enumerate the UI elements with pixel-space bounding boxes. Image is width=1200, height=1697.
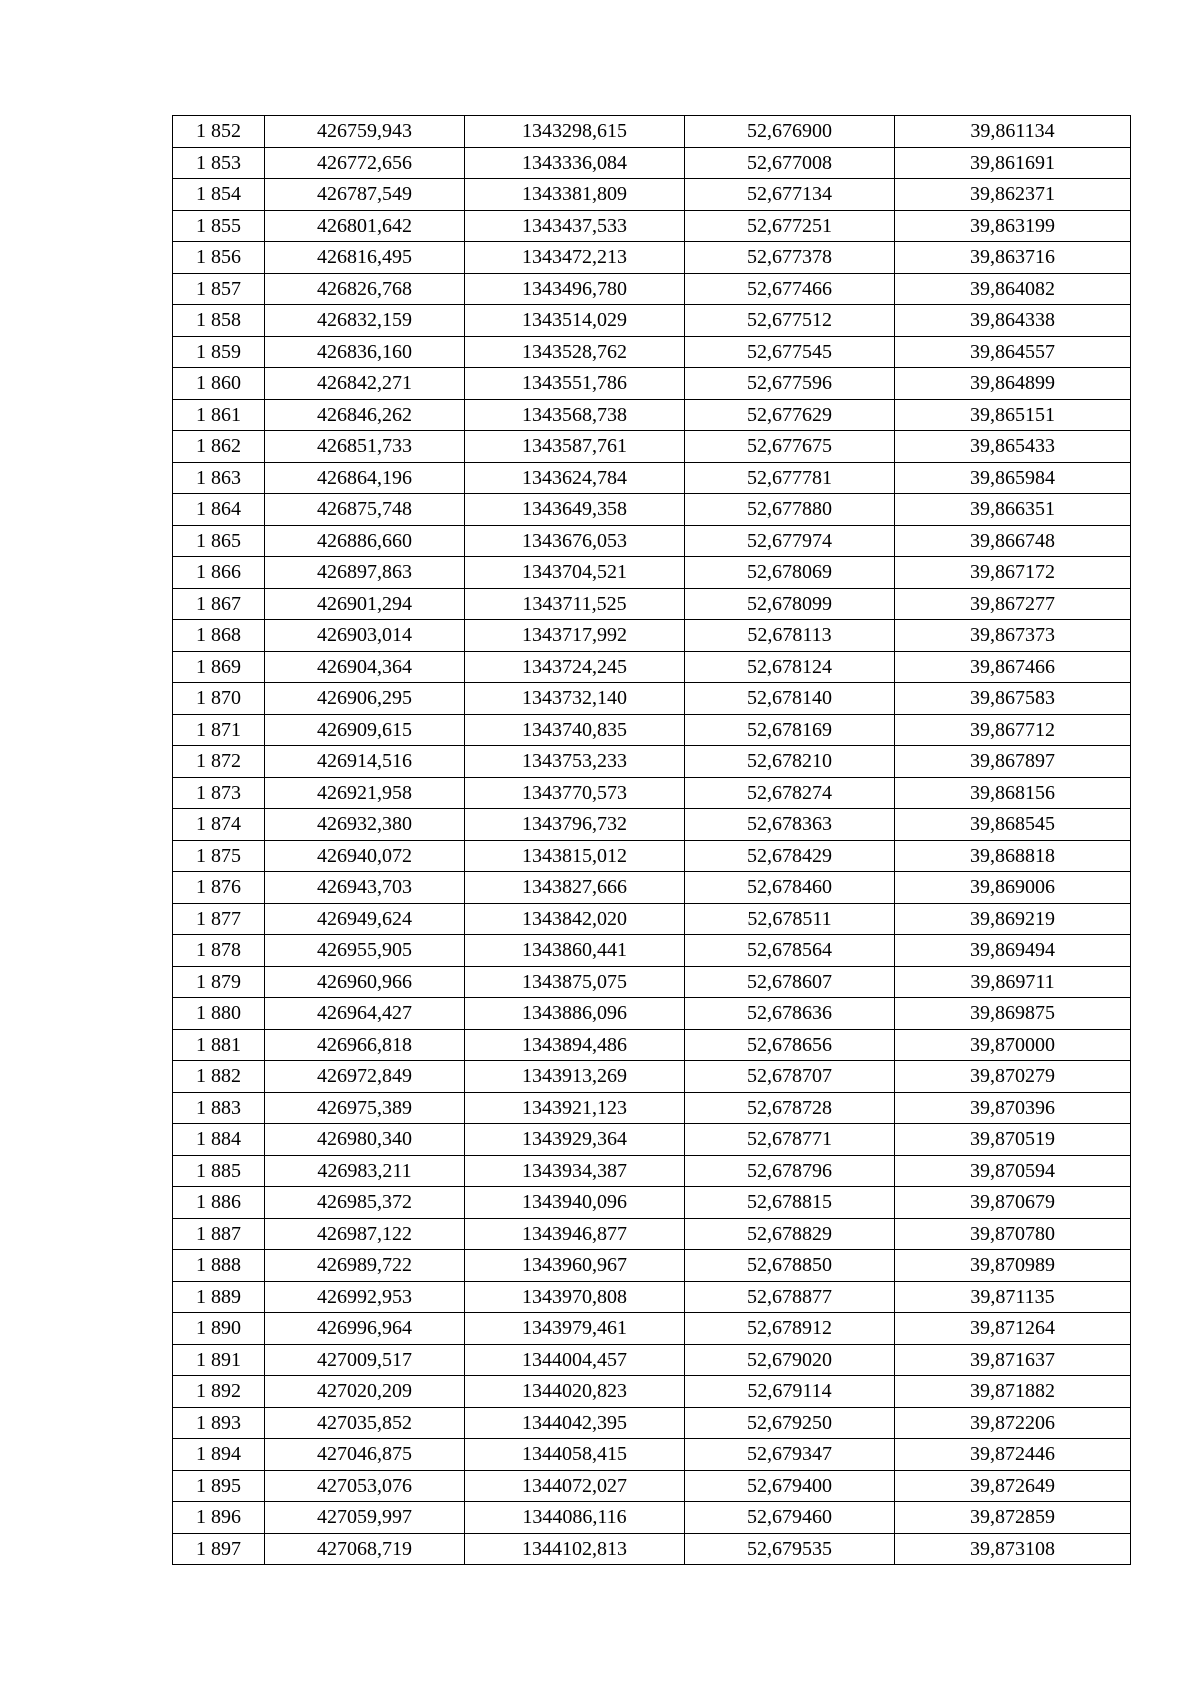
latitude-cell: 52,677512 xyxy=(685,305,895,337)
longitude-cell: 39,861134 xyxy=(895,116,1131,148)
table-row xyxy=(173,872,1131,904)
table-row xyxy=(173,1502,1131,1534)
y-coordinate-cell: 1343336,084 xyxy=(465,147,685,179)
point-number-cell: 1 856 xyxy=(173,242,265,274)
latitude-cell: 52,678607 xyxy=(685,966,895,998)
x-coordinate-cell: 427046,875 xyxy=(265,1439,465,1471)
x-coordinate-cell: 426851,733 xyxy=(265,431,465,463)
latitude-cell: 52,677596 xyxy=(685,368,895,400)
longitude-cell: 39,871882 xyxy=(895,1376,1131,1408)
longitude-cell: 39,872446 xyxy=(895,1439,1131,1471)
y-coordinate-cell: 1343815,012 xyxy=(465,840,685,872)
table-row xyxy=(173,966,1131,998)
point-number-cell: 1 896 xyxy=(173,1502,265,1534)
y-coordinate-cell: 1343940,096 xyxy=(465,1187,685,1219)
longitude-cell: 39,870780 xyxy=(895,1218,1131,1250)
table-row xyxy=(173,935,1131,967)
point-number-cell: 1 881 xyxy=(173,1029,265,1061)
table-row xyxy=(173,1029,1131,1061)
latitude-cell: 52,678877 xyxy=(685,1281,895,1313)
table-row xyxy=(173,746,1131,778)
y-coordinate-cell: 1343960,967 xyxy=(465,1250,685,1282)
latitude-cell: 52,678069 xyxy=(685,557,895,589)
y-coordinate-cell: 1344042,395 xyxy=(465,1407,685,1439)
table-row xyxy=(173,1281,1131,1313)
longitude-cell: 39,868818 xyxy=(895,840,1131,872)
x-coordinate-cell: 426772,656 xyxy=(265,147,465,179)
latitude-cell: 52,677545 xyxy=(685,336,895,368)
latitude-cell: 52,678113 xyxy=(685,620,895,652)
latitude-cell: 52,679460 xyxy=(685,1502,895,1534)
longitude-cell: 39,870594 xyxy=(895,1155,1131,1187)
y-coordinate-cell: 1343929,364 xyxy=(465,1124,685,1156)
x-coordinate-cell: 426826,768 xyxy=(265,273,465,305)
x-coordinate-cell: 427020,209 xyxy=(265,1376,465,1408)
longitude-cell: 39,872649 xyxy=(895,1470,1131,1502)
longitude-cell: 39,867583 xyxy=(895,683,1131,715)
longitude-cell: 39,870279 xyxy=(895,1061,1131,1093)
x-coordinate-cell: 426980,340 xyxy=(265,1124,465,1156)
y-coordinate-cell: 1343753,233 xyxy=(465,746,685,778)
point-number-cell: 1 876 xyxy=(173,872,265,904)
latitude-cell: 52,678564 xyxy=(685,935,895,967)
table-row xyxy=(173,116,1131,148)
point-number-cell: 1 874 xyxy=(173,809,265,841)
point-number-cell: 1 869 xyxy=(173,651,265,683)
x-coordinate-cell: 426943,703 xyxy=(265,872,465,904)
y-coordinate-cell: 1343514,029 xyxy=(465,305,685,337)
x-coordinate-cell: 426886,660 xyxy=(265,525,465,557)
x-coordinate-cell: 426846,262 xyxy=(265,399,465,431)
x-coordinate-cell: 426914,516 xyxy=(265,746,465,778)
latitude-cell: 52,678210 xyxy=(685,746,895,778)
table-row xyxy=(173,1250,1131,1282)
table-row xyxy=(173,462,1131,494)
table-row xyxy=(173,525,1131,557)
longitude-cell: 39,867466 xyxy=(895,651,1131,683)
longitude-cell: 39,868156 xyxy=(895,777,1131,809)
latitude-cell: 52,677675 xyxy=(685,431,895,463)
y-coordinate-cell: 1343437,533 xyxy=(465,210,685,242)
latitude-cell: 52,677974 xyxy=(685,525,895,557)
table-row xyxy=(173,840,1131,872)
latitude-cell: 52,678429 xyxy=(685,840,895,872)
point-number-cell: 1 895 xyxy=(173,1470,265,1502)
latitude-cell: 52,677008 xyxy=(685,147,895,179)
latitude-cell: 52,678815 xyxy=(685,1187,895,1219)
longitude-cell: 39,869875 xyxy=(895,998,1131,1030)
coordinates-table xyxy=(172,115,1131,1565)
point-number-cell: 1 880 xyxy=(173,998,265,1030)
latitude-cell: 52,679250 xyxy=(685,1407,895,1439)
longitude-cell: 39,869494 xyxy=(895,935,1131,967)
longitude-cell: 39,862371 xyxy=(895,179,1131,211)
latitude-cell: 52,678771 xyxy=(685,1124,895,1156)
table-row xyxy=(173,1218,1131,1250)
longitude-cell: 39,869219 xyxy=(895,903,1131,935)
table-row xyxy=(173,620,1131,652)
point-number-cell: 1 860 xyxy=(173,368,265,400)
table-row xyxy=(173,399,1131,431)
x-coordinate-cell: 426966,818 xyxy=(265,1029,465,1061)
longitude-cell: 39,864082 xyxy=(895,273,1131,305)
longitude-cell: 39,869006 xyxy=(895,872,1131,904)
y-coordinate-cell: 1343934,387 xyxy=(465,1155,685,1187)
coordinates-table-body xyxy=(173,116,1131,1565)
table-row xyxy=(173,714,1131,746)
table-row xyxy=(173,1124,1131,1156)
point-number-cell: 1 871 xyxy=(173,714,265,746)
x-coordinate-cell: 426949,624 xyxy=(265,903,465,935)
x-coordinate-cell: 426989,722 xyxy=(265,1250,465,1282)
longitude-cell: 39,872206 xyxy=(895,1407,1131,1439)
point-number-cell: 1 864 xyxy=(173,494,265,526)
latitude-cell: 52,677251 xyxy=(685,210,895,242)
latitude-cell: 52,677466 xyxy=(685,273,895,305)
y-coordinate-cell: 1344072,027 xyxy=(465,1470,685,1502)
table-row xyxy=(173,777,1131,809)
point-number-cell: 1 884 xyxy=(173,1124,265,1156)
point-number-cell: 1 852 xyxy=(173,116,265,148)
point-number-cell: 1 861 xyxy=(173,399,265,431)
latitude-cell: 52,678829 xyxy=(685,1218,895,1250)
point-number-cell: 1 878 xyxy=(173,935,265,967)
point-number-cell: 1 886 xyxy=(173,1187,265,1219)
latitude-cell: 52,678460 xyxy=(685,872,895,904)
point-number-cell: 1 865 xyxy=(173,525,265,557)
table-row xyxy=(173,305,1131,337)
longitude-cell: 39,868545 xyxy=(895,809,1131,841)
point-number-cell: 1 853 xyxy=(173,147,265,179)
y-coordinate-cell: 1343886,096 xyxy=(465,998,685,1030)
y-coordinate-cell: 1343860,441 xyxy=(465,935,685,967)
latitude-cell: 52,677134 xyxy=(685,179,895,211)
longitude-cell: 39,870396 xyxy=(895,1092,1131,1124)
longitude-cell: 39,870679 xyxy=(895,1187,1131,1219)
y-coordinate-cell: 1344086,116 xyxy=(465,1502,685,1534)
x-coordinate-cell: 426972,849 xyxy=(265,1061,465,1093)
longitude-cell: 39,871637 xyxy=(895,1344,1131,1376)
y-coordinate-cell: 1344020,823 xyxy=(465,1376,685,1408)
x-coordinate-cell: 426801,642 xyxy=(265,210,465,242)
table-row xyxy=(173,557,1131,589)
longitude-cell: 39,870519 xyxy=(895,1124,1131,1156)
longitude-cell: 39,863716 xyxy=(895,242,1131,274)
longitude-cell: 39,873108 xyxy=(895,1533,1131,1565)
table-row xyxy=(173,1061,1131,1093)
x-coordinate-cell: 426832,159 xyxy=(265,305,465,337)
x-coordinate-cell: 426842,271 xyxy=(265,368,465,400)
table-row xyxy=(173,242,1131,274)
x-coordinate-cell: 426932,380 xyxy=(265,809,465,841)
point-number-cell: 1 888 xyxy=(173,1250,265,1282)
table-row xyxy=(173,1376,1131,1408)
y-coordinate-cell: 1343472,213 xyxy=(465,242,685,274)
x-coordinate-cell: 426904,364 xyxy=(265,651,465,683)
longitude-cell: 39,866748 xyxy=(895,525,1131,557)
table-row xyxy=(173,336,1131,368)
point-number-cell: 1 858 xyxy=(173,305,265,337)
y-coordinate-cell: 1343711,525 xyxy=(465,588,685,620)
point-number-cell: 1 866 xyxy=(173,557,265,589)
point-number-cell: 1 882 xyxy=(173,1061,265,1093)
point-number-cell: 1 889 xyxy=(173,1281,265,1313)
table-row xyxy=(173,903,1131,935)
point-number-cell: 1 854 xyxy=(173,179,265,211)
longitude-cell: 39,867897 xyxy=(895,746,1131,778)
longitude-cell: 39,865984 xyxy=(895,462,1131,494)
table-row xyxy=(173,1407,1131,1439)
x-coordinate-cell: 427009,517 xyxy=(265,1344,465,1376)
latitude-cell: 52,678912 xyxy=(685,1313,895,1345)
x-coordinate-cell: 426875,748 xyxy=(265,494,465,526)
point-number-cell: 1 877 xyxy=(173,903,265,935)
y-coordinate-cell: 1343894,486 xyxy=(465,1029,685,1061)
y-coordinate-cell: 1343946,877 xyxy=(465,1218,685,1250)
y-coordinate-cell: 1343979,461 xyxy=(465,1313,685,1345)
x-coordinate-cell: 427068,719 xyxy=(265,1533,465,1565)
x-coordinate-cell: 427035,852 xyxy=(265,1407,465,1439)
table-row xyxy=(173,998,1131,1030)
y-coordinate-cell: 1343551,786 xyxy=(465,368,685,400)
longitude-cell: 39,869711 xyxy=(895,966,1131,998)
table-row xyxy=(173,1092,1131,1124)
point-number-cell: 1 873 xyxy=(173,777,265,809)
y-coordinate-cell: 1343528,762 xyxy=(465,336,685,368)
point-number-cell: 1 855 xyxy=(173,210,265,242)
y-coordinate-cell: 1343970,808 xyxy=(465,1281,685,1313)
point-number-cell: 1 870 xyxy=(173,683,265,715)
latitude-cell: 52,678124 xyxy=(685,651,895,683)
y-coordinate-cell: 1344004,457 xyxy=(465,1344,685,1376)
y-coordinate-cell: 1343724,245 xyxy=(465,651,685,683)
x-coordinate-cell: 426987,122 xyxy=(265,1218,465,1250)
point-number-cell: 1 868 xyxy=(173,620,265,652)
latitude-cell: 52,678850 xyxy=(685,1250,895,1282)
x-coordinate-cell: 426864,196 xyxy=(265,462,465,494)
longitude-cell: 39,870000 xyxy=(895,1029,1131,1061)
x-coordinate-cell: 426759,943 xyxy=(265,116,465,148)
x-coordinate-cell: 427053,076 xyxy=(265,1470,465,1502)
longitude-cell: 39,871135 xyxy=(895,1281,1131,1313)
table-row xyxy=(173,1155,1131,1187)
longitude-cell: 39,865433 xyxy=(895,431,1131,463)
y-coordinate-cell: 1343298,615 xyxy=(465,116,685,148)
y-coordinate-cell: 1343827,666 xyxy=(465,872,685,904)
table-row xyxy=(173,368,1131,400)
x-coordinate-cell: 426940,072 xyxy=(265,840,465,872)
latitude-cell: 52,678363 xyxy=(685,809,895,841)
y-coordinate-cell: 1343587,761 xyxy=(465,431,685,463)
latitude-cell: 52,678169 xyxy=(685,714,895,746)
x-coordinate-cell: 426921,958 xyxy=(265,777,465,809)
y-coordinate-cell: 1343496,780 xyxy=(465,273,685,305)
y-coordinate-cell: 1343842,020 xyxy=(465,903,685,935)
table-row xyxy=(173,1470,1131,1502)
point-number-cell: 1 863 xyxy=(173,462,265,494)
latitude-cell: 52,678140 xyxy=(685,683,895,715)
table-row xyxy=(173,431,1131,463)
latitude-cell: 52,678656 xyxy=(685,1029,895,1061)
latitude-cell: 52,677629 xyxy=(685,399,895,431)
y-coordinate-cell: 1344058,415 xyxy=(465,1439,685,1471)
longitude-cell: 39,872859 xyxy=(895,1502,1131,1534)
x-coordinate-cell: 426816,495 xyxy=(265,242,465,274)
point-number-cell: 1 862 xyxy=(173,431,265,463)
longitude-cell: 39,867172 xyxy=(895,557,1131,589)
longitude-cell: 39,866351 xyxy=(895,494,1131,526)
point-number-cell: 1 897 xyxy=(173,1533,265,1565)
x-coordinate-cell: 426897,863 xyxy=(265,557,465,589)
point-number-cell: 1 890 xyxy=(173,1313,265,1345)
table-row xyxy=(173,1187,1131,1219)
latitude-cell: 52,678511 xyxy=(685,903,895,935)
point-number-cell: 1 891 xyxy=(173,1344,265,1376)
point-number-cell: 1 867 xyxy=(173,588,265,620)
latitude-cell: 52,679114 xyxy=(685,1376,895,1408)
point-number-cell: 1 857 xyxy=(173,273,265,305)
y-coordinate-cell: 1343649,358 xyxy=(465,494,685,526)
table-row xyxy=(173,179,1131,211)
table-row xyxy=(173,588,1131,620)
table-row xyxy=(173,809,1131,841)
point-number-cell: 1 894 xyxy=(173,1439,265,1471)
y-coordinate-cell: 1343704,521 xyxy=(465,557,685,589)
y-coordinate-cell: 1343740,835 xyxy=(465,714,685,746)
point-number-cell: 1 879 xyxy=(173,966,265,998)
latitude-cell: 52,678796 xyxy=(685,1155,895,1187)
point-number-cell: 1 885 xyxy=(173,1155,265,1187)
table-row xyxy=(173,147,1131,179)
x-coordinate-cell: 426903,014 xyxy=(265,620,465,652)
longitude-cell: 39,867373 xyxy=(895,620,1131,652)
table-row xyxy=(173,651,1131,683)
x-coordinate-cell: 426985,372 xyxy=(265,1187,465,1219)
point-number-cell: 1 893 xyxy=(173,1407,265,1439)
table-row xyxy=(173,494,1131,526)
latitude-cell: 52,679400 xyxy=(685,1470,895,1502)
x-coordinate-cell: 426996,964 xyxy=(265,1313,465,1345)
longitude-cell: 39,864557 xyxy=(895,336,1131,368)
latitude-cell: 52,679535 xyxy=(685,1533,895,1565)
latitude-cell: 52,678099 xyxy=(685,588,895,620)
point-number-cell: 1 892 xyxy=(173,1376,265,1408)
table-row xyxy=(173,683,1131,715)
latitude-cell: 52,677781 xyxy=(685,462,895,494)
point-number-cell: 1 883 xyxy=(173,1092,265,1124)
x-coordinate-cell: 426906,295 xyxy=(265,683,465,715)
y-coordinate-cell: 1344102,813 xyxy=(465,1533,685,1565)
longitude-cell: 39,870989 xyxy=(895,1250,1131,1282)
longitude-cell: 39,863199 xyxy=(895,210,1131,242)
latitude-cell: 52,678636 xyxy=(685,998,895,1030)
longitude-cell: 39,867277 xyxy=(895,588,1131,620)
table-row xyxy=(173,273,1131,305)
table-row xyxy=(173,1344,1131,1376)
x-coordinate-cell: 426901,294 xyxy=(265,588,465,620)
longitude-cell: 39,864899 xyxy=(895,368,1131,400)
table-row xyxy=(173,1533,1131,1565)
x-coordinate-cell: 426975,389 xyxy=(265,1092,465,1124)
longitude-cell: 39,867712 xyxy=(895,714,1131,746)
latitude-cell: 52,678707 xyxy=(685,1061,895,1093)
x-coordinate-cell: 426992,953 xyxy=(265,1281,465,1313)
x-coordinate-cell: 426955,905 xyxy=(265,935,465,967)
y-coordinate-cell: 1343770,573 xyxy=(465,777,685,809)
y-coordinate-cell: 1343875,075 xyxy=(465,966,685,998)
x-coordinate-cell: 427059,997 xyxy=(265,1502,465,1534)
table-row xyxy=(173,210,1131,242)
y-coordinate-cell: 1343624,784 xyxy=(465,462,685,494)
y-coordinate-cell: 1343717,992 xyxy=(465,620,685,652)
y-coordinate-cell: 1343381,809 xyxy=(465,179,685,211)
point-number-cell: 1 875 xyxy=(173,840,265,872)
x-coordinate-cell: 426787,549 xyxy=(265,179,465,211)
y-coordinate-cell: 1343676,053 xyxy=(465,525,685,557)
longitude-cell: 39,864338 xyxy=(895,305,1131,337)
latitude-cell: 52,677880 xyxy=(685,494,895,526)
longitude-cell: 39,861691 xyxy=(895,147,1131,179)
x-coordinate-cell: 426964,427 xyxy=(265,998,465,1030)
y-coordinate-cell: 1343796,732 xyxy=(465,809,685,841)
latitude-cell: 52,678728 xyxy=(685,1092,895,1124)
latitude-cell: 52,679347 xyxy=(685,1439,895,1471)
x-coordinate-cell: 426960,966 xyxy=(265,966,465,998)
point-number-cell: 1 859 xyxy=(173,336,265,368)
point-number-cell: 1 872 xyxy=(173,746,265,778)
latitude-cell: 52,679020 xyxy=(685,1344,895,1376)
y-coordinate-cell: 1343732,140 xyxy=(465,683,685,715)
latitude-cell: 52,678274 xyxy=(685,777,895,809)
point-number-cell: 1 887 xyxy=(173,1218,265,1250)
y-coordinate-cell: 1343921,123 xyxy=(465,1092,685,1124)
y-coordinate-cell: 1343913,269 xyxy=(465,1061,685,1093)
longitude-cell: 39,871264 xyxy=(895,1313,1131,1345)
table-row xyxy=(173,1439,1131,1471)
x-coordinate-cell: 426909,615 xyxy=(265,714,465,746)
table-row xyxy=(173,1313,1131,1345)
x-coordinate-cell: 426836,160 xyxy=(265,336,465,368)
latitude-cell: 52,677378 xyxy=(685,242,895,274)
latitude-cell: 52,676900 xyxy=(685,116,895,148)
longitude-cell: 39,865151 xyxy=(895,399,1131,431)
y-coordinate-cell: 1343568,738 xyxy=(465,399,685,431)
x-coordinate-cell: 426983,211 xyxy=(265,1155,465,1187)
